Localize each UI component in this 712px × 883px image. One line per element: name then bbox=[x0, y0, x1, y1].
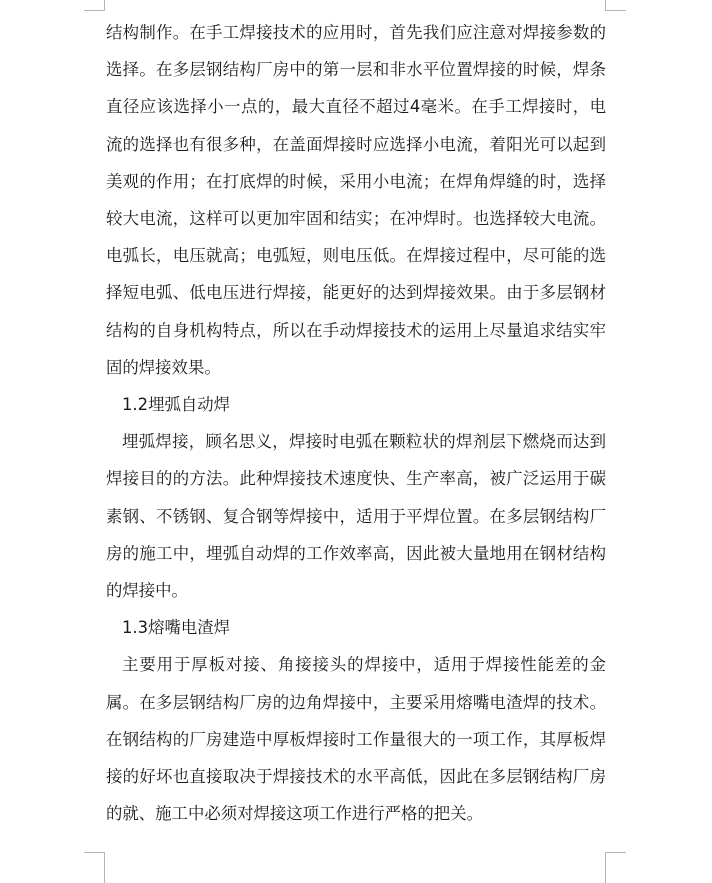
crop-mark-top-left bbox=[84, 0, 105, 11]
crop-mark-bottom-left bbox=[84, 852, 105, 883]
paragraph-submerged-arc: 埋弧焊接，顾名思义，焊接时电弧在颗粒状的焊剂层下燃烧而达到焊接目的的方法。此种焊接技术速度快、生产率高，被广泛运用于碳素钢、不锈钢、复合钢等焊接中，适用于平焊位置。在多层钢结构厂房的施工中，埋弧自动焊的工作效率高，因此被大量地用在钢材结构的焊接中。 bbox=[106, 432, 606, 601]
section-heading-submerged-arc: 1.2埋弧自动焊 bbox=[122, 395, 231, 415]
crop-mark-top-right bbox=[605, 0, 626, 11]
document-body[interactable] bbox=[106, 14, 606, 832]
paragraph-manual-welding: 结构制作。在手工焊接技术的应用时，首先我们应注意对焊接参数的选择。在多层钢结构厂房中的第一层和非水平位置焊接的时候，焊条直径应该选择小一点的，最大直径不超过4毫米。在手工焊接时，电流的选择也有很多种，在盖面焊接时应选择小电流，着阳光可以起到美观的作用；在打底焊的时候，采用小电流；在焊角焊缝的时，选择较大电流，这样可以更加牢固和结实；在冲焊时。也选择较大电流。电弧长，电压就高；电弧短，则电压低。在焊接过程中，尽可能的选择短电弧、低电压进行焊接，能更好的达到焊接效果。由于多层钢材结构的自身机构特点，所以在手动焊接技术的运用上尽量追求结实牢固的焊接效果。 bbox=[106, 23, 606, 377]
paragraph-electroslag: 主要用于厚板对接、角接接头的焊接中，适用于焊接性能差的金属。在多层钢结构厂房的边角焊接中，主要采用熔嘴电渣焊的技术。在钢结构的厂房建造中厚板焊接时工作量很大的一项工作，其厚板焊接的好坏也直接取决于焊接技术的水平高低，因此在多层钢结构厂房的就、施工中必须对焊接这项工作进行严格的把关。 bbox=[106, 655, 606, 824]
section-heading-electroslag: 1.3熔嘴电渣焊 bbox=[122, 618, 231, 638]
crop-mark-bottom-right bbox=[605, 852, 626, 883]
